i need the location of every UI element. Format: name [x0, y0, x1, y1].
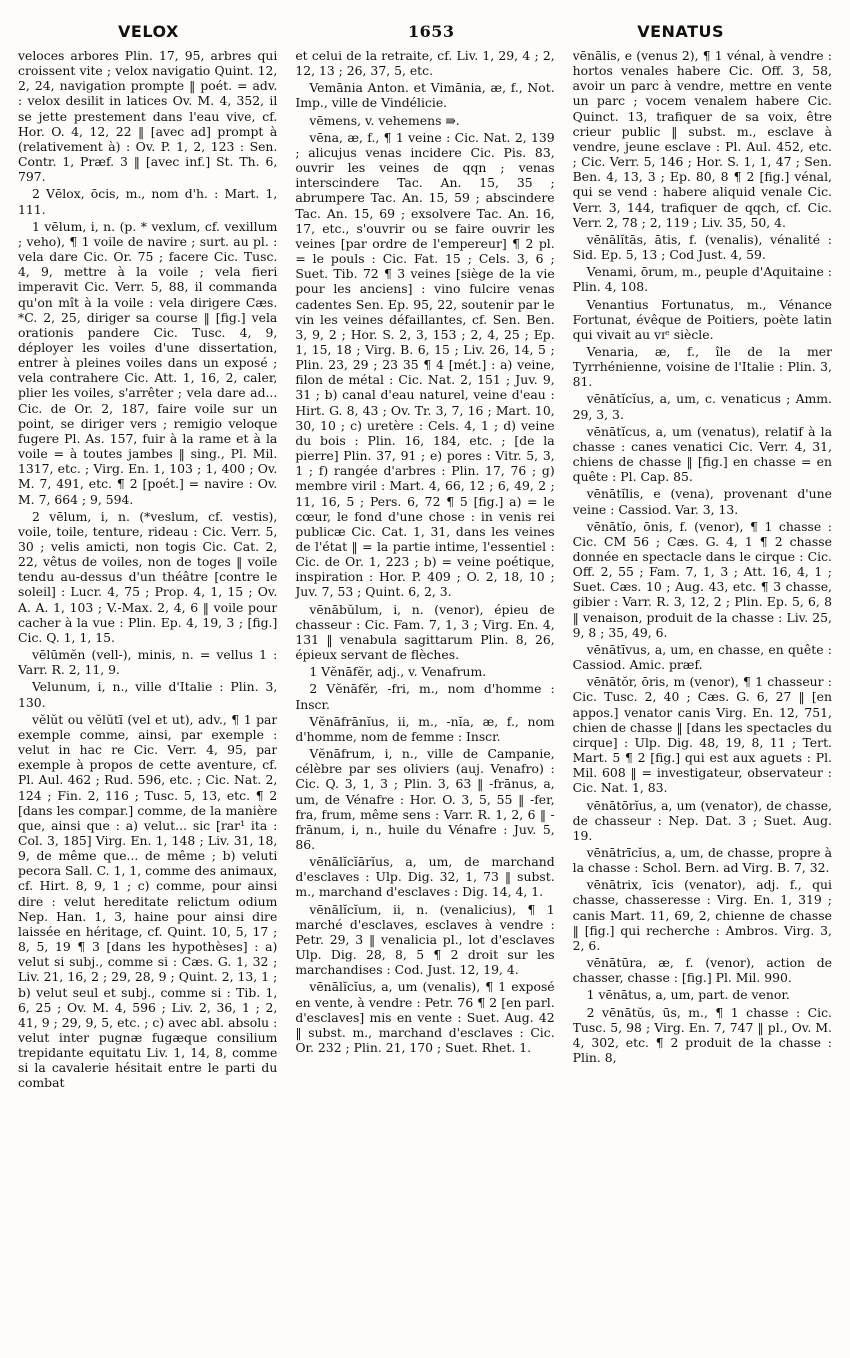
dictionary-entry: 2 vēnātŭs, ūs, m., ¶ 1 chasse : Cic. Tusc. 5, 98 ; Virg. En. 7, 747 ‖ pl., Ov. M. 4, 302, etc. ¶ 2 produit de la chasse : Plin. 8,	[572, 1004, 832, 1065]
dictionary-entry: Vĕnāfrum, i, n., ville de Campanie, célèbre par ses oliviers (auj. Venafro) : Cic. Q. 3, 1, 3 ; Plin. 3, 63 ‖ -frānus, a, um, de Vénafre : Hor. O. 3, 5, 55 ‖ -fer, fra, frum, même sens : Varr. R. 1, 2, 6 ‖ -frānum, i, n., huile du Vénafre : Juv. 5, 86.	[295, 746, 555, 852]
page-number: 1653	[408, 22, 455, 41]
dictionary-entry: vēnātrix, īcis (venator), adj. f., qui chasse, chasseresse : Virg. En. 1, 319 ; canis Mart. 11, 69, 2, chienne de chasse ‖ [fig.] qui recherche : Ambros. Virg. 3, 2, 6.	[572, 877, 832, 953]
dictionary-entry: veloces arbores Plin. 17, 95, arbres qui croissent vite ; velox navigatio Quint. 12, 2, 24, navigation prompte ‖ poét. = adv. : velox desilit in latices Ov. M. 4, 352, il se jette prestement dans l'eau vive, cf. Hor. O. 4, 12, 22 ‖ [avec ad] prompt à (relativement à) : Ov. P. 1, 2, 123 : Sen. Contr. 1, Præf. 3 ‖ [avec inf.] St. Th. 6, 797.	[18, 48, 278, 185]
running-head-left: VELOX	[118, 22, 179, 41]
dictionary-entry: vēnātrīcĭus, a, um, de chasse, propre à la chasse : Schol. Bern. ad Virg. B. 7, 32.	[572, 844, 832, 876]
column-3	[573, 48, 832, 1338]
dictionary-entry: 2 vēlum, i, n. (*veslum, cf. vestis), voile, toile, tenture, rideau : Cic. Verr. 5, 30 ; velis amicti, non togis Cic. Cat. 2, 22, vêtus de voiles, non de toges ‖ voile tendu au-dessus d'un théâtre [contre le soleil] : Lucr. 4, 75 ; Prop. 4, 1, 15 ; Ov. A. A. 1, 103 ; V.-Max. 2, 4, 6 ‖ voile pour cacher à la vue : Plin. Ep. 4, 19, 3 ; [fig.] Cic. Q. 1, 1, 15.	[18, 508, 278, 645]
dictionary-entry: 1 vēlum, i, n. (p. * vexlum, cf. vexillum ; veho), ¶ 1 voile de navire ; surt. au pl. : vela dare Cic. Or. 75 ; facere Cic. Tusc. 4, 9, mettre à la voile ; vela fieri imperavit Cic. Verr. 5, 88, il commanda qu'on mît à la voile : vela dirigere Cæs. *C. 2, 25, diriger sa course ‖ [fig.] vela orationis pandere Cic. Tusc. 4, 9, déployer les voiles d'une dissertation, entrer à pleines voiles dans un exposé ; vela contrahere Cic. Att. 1, 16, 2, caler, plier les voiles, s'arrêter ; vela dare ad... Cic. de Or. 2, 187, faire voile sur un point, se diriger vers ; remigio veloque fugere Pl. As. 157, fuir à la rame et à la voile = à toutes jambes ‖ sing., Pl. Mil. 1317, etc. ; Virg. En. 1, 103 ; 1, 400 ; Ov. M. 7, 491, etc. ¶ 2 [poét.] = navire : Ov. M. 7, 664 ; 9, 594.	[18, 218, 278, 507]
dictionary-entry: vēnālĭcĭārĭus, a, um, de marchand d'esclaves : Ulp. Dig. 32, 1, 73 ‖ subst. m., marchand d'esclaves : Dig. 14, 4, 1.	[295, 854, 555, 900]
column-2	[295, 48, 554, 1338]
dictionary-entry: vēnātūra, æ, f. (venor), action de chasser, chasse : [fig.] Pl. Mil. 990.	[572, 955, 832, 986]
dictionary-entry: 1 vēnātus, a, um, part. de venor.	[586, 987, 790, 1003]
dictionary-entry: vēnātōrĭus, a, um (venator), de chasse, de chasseur : Nep. Dat. 3 ; Suet. Aug. 19.	[572, 797, 832, 843]
dictionary-entry: 1 Vĕnāfĕr, adj., v. Venafrum.	[309, 664, 487, 680]
dictionary-entry: Vĕnāfrānĭus, ii, m., -nĭa, æ, f., nom d'homme, nom de femme : Inscr.	[295, 713, 555, 744]
column-1	[18, 48, 277, 1338]
dictionary-entry: 2 Vĕnāfĕr, -fri, m., nom d'homme : Inscr.	[295, 681, 555, 712]
dictionary-entry: Venantius Fortunatus, m., Vénance Fortunat, évêque de Poitiers, poète latin qui vivait au vɪᵉ siècle.	[572, 296, 832, 342]
dictionary-entry: Venaria, æ, f., île de la mer Tyrrhénienne, voisine de l'Italie : Plin. 3, 81.	[572, 343, 832, 390]
dictionary-entry: 2 Vēlox, ōcis, m., nom d'h. : Mart. 1, 111.	[18, 186, 278, 217]
dictionary-entry: vēnātĭcĭus, a, um, c. venaticus ; Amm. 29, 3, 3.	[572, 391, 832, 422]
dictionary-entry: vēnālĭcĭum, ii, n. (venalicius), ¶ 1 marché d'esclaves, esclaves à vendre : Petr. 29, 3 ‖ venalicia pl., lot d'esclaves Ulp. Dig. 28, 8, 5 ¶ 2 droit sur les marchandises : Cod. Just. 12, 19, 4.	[295, 901, 555, 978]
dictionary-entry: Velunum, i, n., ville d'Italie : Plin. 3, 130.	[18, 679, 278, 710]
dictionary-entry: vēna, æ, f., ¶ 1 veine : Cic. Nat. 2, 139 ; alicujus venas incidere Cic. Pis. 83, ouvrir les veines de qqn ; venas interscindere Tac. An. 15, 35 ; abrumpere Tac. An. 15, 59 ; abscindere Tac. An. 15, 69 ; exsolvere Tac. An. 16, 17, etc., s'ouvrir ou se faire ouvrir les veines [par ordre de l'empereur] ¶ 2 pl. = le pouls : Cic. Fat. 15 ; Cels. 3, 6 ; Suet. Tib. 72 ¶ 3 veines [siège de la vie pour les anciens] : vino fulcire venas cadentes Sen. Ep. 95, 22, soutenir par le vin les veines défaillantes, cf. Sen. Ben. 3, 9, 2 ; Hor. S. 2, 3, 153 ; 2, 4, 25 ; Ep. 1, 15, 18 ; Virg. B. 6, 15 ; Liv. 26, 14, 5 ; Plin. 23, 29 ; 23 35 ¶ 4 [mét.] : a) veine, filon de métal : Cic. Nat. 2, 151 ; Juv. 9, 31 ; b) canal d'eau naturel, veine d'eau : Hirt. G. 8, 43 ; Ov. Tr. 3, 7, 16 ; Mart. 10, 30, 10 ; c) uretère : Cels. 4, 1 ; d) veine du bois : Plin. 16, 184, etc. ; [de la pierre] Plin. 37, 91 ; e) pores : Vitr. 5, 3, 1 ; f) rangée d'arbres : Plin. 17, 76 ; g) membre viril : Mart. 4, 66, 12 ; 6, 49, 2 ; 11, 16, 5 ; Pers. 6, 72 ¶ 5 [fig.] a) = le cœur, le fond d'une chose : in venis rei publicæ Cic. Cat. 1, 31, dans les veines de l'état ‖ = la partie intime, l'essentiel : Cic. de Or. 1, 223 ; b) = veine poétique, inspiration : Hor. P. 409 ; O. 2, 18, 10 ; Juv. 7, 53 ; Quint. 6, 2, 3.	[295, 129, 555, 600]
text-columns	[18, 48, 832, 1338]
dictionary-entry: Vemānia Anton. et Vimānia, æ, f., Not. Imp., ville de Vindélicie.	[295, 80, 555, 111]
dictionary-entry: vēnātīvus, a, um, en chasse, en quête : Cassiod. Amic. præf.	[572, 641, 832, 673]
dictionary-entry: vēnātĭcus, a, um (venatus), relatif à la chasse : canes venatici Cic. Verr. 4, 31, chiens de chasse ‖ [fig.] en chasse = en quête : Pl. Cap. 85.	[572, 423, 832, 485]
page-header	[18, 18, 832, 48]
dictionary-entry: vĕlŭt ou vĕlŭtī (vel et ut), adv., ¶ 1 par exemple comme, ainsi, par exemple : velut in hac re Cic. Verr. 4, 95, par exemple à propos de cette aventure, cf. Pl. Aul. 462 ; Rud. 596, etc. ; Cic. Nat. 2, 124 ; Fin. 2, 116 ; Tusc. 5, 13, etc. ¶ 2 [dans les compar.] comme, de la manière que, ainsi que : a) velut... sic [rar¹ ita : Col. 3, 185] Virg. En. 1, 148 ; Liv. 31, 18, 9, de même que... de même ; b) veluti pecora Sall. C. 1, 1, comme des animaux, cf. Hirt. 8, 9, 1 ; c) comme, pour ainsi dire : velut hereditate relictum odium Nep. Han. 1, 3, haine pour ainsi dire laissée en héritage, cf. Quint. 10, 5, 17 ; 8, 5, 19 ¶ 3 [dans les hypothèses] : a) velut si subj., comme si : Cæs. G. 1, 32 ; Liv. 21, 16, 2 ; 29, 28, 9 ; Quint. 2, 13, 1 ; b) velut seul et subj., comme si : Tib. 1, 6, 25 ; Ov. M. 4, 596 ; Liv. 2, 36, 1 ; 2, 41, 9 ; 29, 9, 5, etc. ; c) avec abl. absolu : velut inter pugnæ fugæque consilium trepidante equitatu Liv. 1, 14, 8, comme si la cavalerie hésitait entre le parti du combat	[18, 711, 278, 1091]
dictionary-entry: vēnālis, e (venus 2), ¶ 1 vénal, à vendre : hortos venales habere Cic. Off. 3, 58, avoir un parc à vendre, mettre en vente un parc ; vocem venalem habere Cic. Quinct. 13, trafiquer de sa voix, être crieur public ‖ subst. m., esclave à vendre, jeune esclave : Pl. Aul. 452, etc. ; Cic. Verr. 5, 146 ; Hor. S. 1, 1, 47 ; Sen. Ben. 4, 13, 3 ; Ep. 80, 8 ¶ 2 [fig.] vénal, qui se vend : habere aliquid venale Cic. Verr. 3, 144, trafiquer de qqch, cf. Cic. Verr. 2, 78 ; 2, 119 ; Liv. 35, 50, 4.	[572, 48, 832, 230]
dictionary-entry: et celui de la retraite, cf. Liv. 1, 29, 4 ; 2, 12, 13 ; 26, 37, 5, etc.	[295, 48, 555, 79]
dictionary-entry: Venami, ōrum, m., peuple d'Aquitaine : Plin. 4, 108.	[572, 264, 832, 295]
running-head-right: VENATUS	[637, 22, 724, 41]
dictionary-entry: vēnābŭlum, i, n. (venor), épieu de chasseur : Cic. Fam. 7, 1, 3 ; Virg. En. 4, 131 ‖ venabula sagittarum Plin. 8, 26, épieux servant de flèches.	[295, 601, 555, 663]
dictionary-entry: vēmens, v. vehemens ⇛.	[309, 112, 460, 128]
dictionary-entry: vēnālĭtās, ātis, f. (venalis), vénalité : Sid. Ep. 5, 13 ; Cod Just. 4, 59.	[572, 231, 832, 263]
dictionary-entry: vēlūmĕn (vell-), minis, n. = vellus 1 : Varr. R. 2, 11, 9.	[18, 647, 278, 678]
dictionary-entry: vēnātĭo, ōnis, f. (venor), ¶ 1 chasse : Cic. CM 56 ; Cæs. G. 4, 1 ¶ 2 chasse donnée en spectacle dans le cirque : Cic. Off. 2, 55 ; Fam. 7, 1, 3 ; Att. 16, 4, 1 ; Suet. Cæs. 10 ; Aug. 43, etc. ¶ 3 chasse, gibier : Varr. R. 3, 12, 2 ; Plin. Ep. 5, 6, 8 ‖ venaison, produit de la chasse : Liv. 25, 9, 8 ; 35, 49, 6.	[572, 518, 832, 640]
dictionary-entry: vēnātĭlis, e (vena), provenant d'une veine : Cassiod. Var. 3, 13.	[572, 486, 832, 517]
dictionary-entry: vēnātŏr, ōris, m (venor), ¶ 1 chasseur : Cic. Tusc. 2, 40 ; Cæs. G. 6, 27 ‖ [en appos.] venator canis Virg. En. 12, 751, chien de chasse ‖ [dans les spectacles du cirque] : Ulp. Dig. 48, 19, 8, 11 ; Tert. Mart. 5 ¶ 2 [fig.] qui est aux aguets : Pl. Mil. 608 ‖ = investigateur, observateur : Cic. Nat. 1, 83.	[572, 674, 832, 796]
dictionary-entry: vēnālĭcĭus, a, um (venalis), ¶ 1 exposé en vente, à vendre : Petr. 76 ¶ 2 [en parl. d'esclaves] mis en vente : Suet. Aug. 42 ‖ subst. m., marchand d'esclaves : Cic. Or. 232 ; Plin. 21, 170 ; Suet. Rhet. 1.	[295, 979, 555, 1055]
